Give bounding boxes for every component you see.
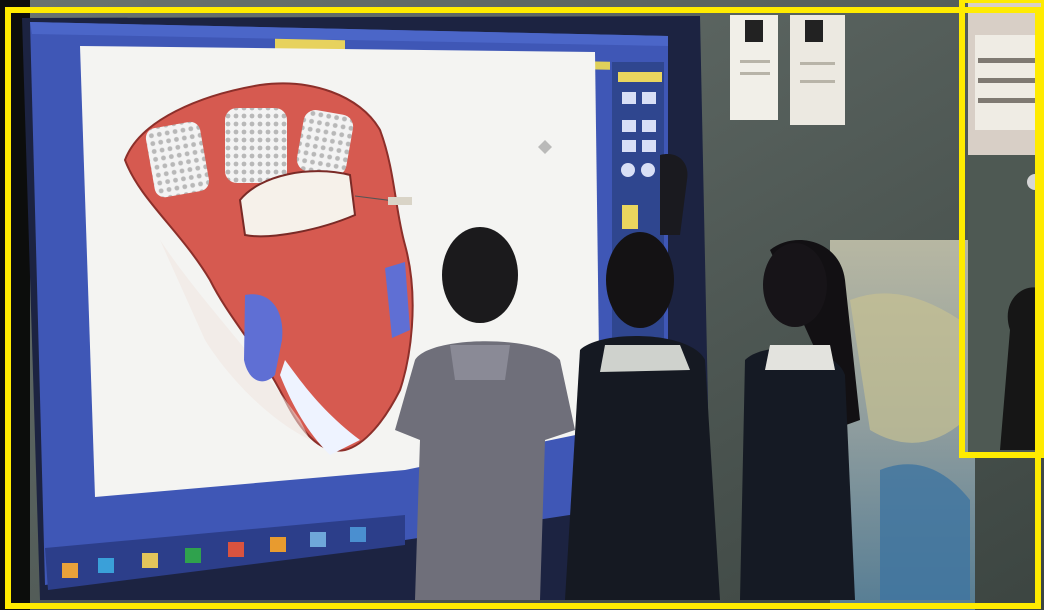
app-icon[interactable] — [228, 542, 244, 557]
pen-icon[interactable] — [622, 205, 638, 229]
app-icon[interactable] — [270, 537, 286, 552]
app-icon[interactable] — [185, 548, 201, 563]
dotted-area-2 — [225, 108, 287, 183]
app-icon[interactable] — [310, 532, 326, 547]
browser-icon[interactable] — [98, 558, 114, 573]
start-icon[interactable] — [62, 563, 78, 578]
inset-photo — [968, 0, 1044, 452]
folder-icon[interactable] — [142, 553, 158, 568]
app-icon[interactable] — [350, 527, 366, 542]
